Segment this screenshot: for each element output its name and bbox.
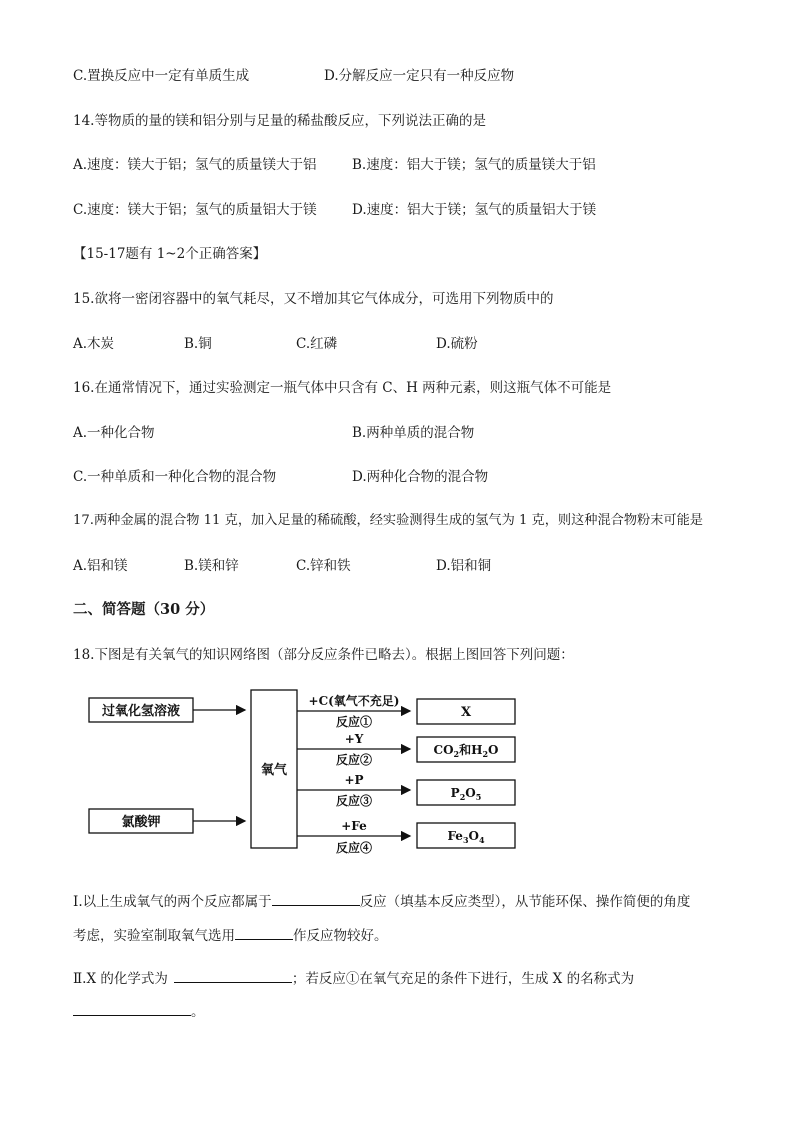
answer-blank-x-name[interactable] [73,1001,191,1016]
q14-option-c: C.速度：镁大于铝；氢气的质量铝大于镁 [73,202,317,218]
oxygen-label: 氧气 [260,763,288,778]
product-x-label: X [460,705,472,720]
q17-option-a: A.铝和镁 [73,558,128,574]
q18-part1-line1 [73,891,690,911]
answer-blank-reaction-type[interactable] [272,891,360,906]
reaction-3-reagent: +P [344,773,364,787]
q18-part1-text-b: 反应（填基本反应类型），从节能环保、操作简便的角度 [359,894,691,910]
product-p2o5-label: $P_2O_5$ [450,786,482,802]
reaction-2-reagent: +Y [344,732,364,746]
q15-option-a: A.木炭 [73,336,115,352]
q18-part2-line2 [73,1001,205,1021]
q18-part2-line1 [73,968,634,988]
q18-stem: 18.下图是有关氧气的知识网络图（部分反应条件已略去）。根据上图回答下列问题： [73,647,574,663]
q17-stem: 17.两种金属的混合物 11 克，加入足量的稀硫酸，经实验测得生成的氢气为 1 克，则这种混合物粉末可能是 [73,513,703,528]
multi-answer-note: 【15-17题有 1~2个正确答案】 [73,246,267,262]
q14-option-d: D.速度：铝大于镁；氢气的质量铝大于镁 [352,202,597,218]
q16-stem: 16.在通常情况下，通过实验测定一瓶气体中只含有 C、H 两种元素，则这瓶气体不可能是 [73,380,612,396]
q18-part1-line2 [73,925,388,945]
q13-option-d: D.分解反应一定只有一种反应物 [324,68,515,84]
q15-option-d: D.硫粉 [436,336,478,352]
q16-option-c: C.一种单质和一种化合物的混合物 [73,469,277,485]
reaction-1-reagent: +C(氧气不充足) [308,694,400,708]
section-heading: 二、简答题（30 分） [73,601,215,618]
q13-option-c: C.置换反应中一定有单质生成 [73,68,250,84]
q17-option-c: C.锌和铁 [296,558,351,574]
reaction-4-label: 反应④ [335,841,373,855]
hydrogen-peroxide-label: 过氧化氢溶液 [101,704,181,719]
q18-part2-text-b: ；若反应①在氧气充足的条件下进行，生成 X 的名称式为 [291,971,635,987]
product-co2-h2o-label: $CO_2$和$H_2O$ [433,743,499,759]
q14-option-b: B.速度：铝大于镁；氢气的质量镁大于铝 [352,157,596,173]
oxygen-network-diagram [73,686,535,872]
answer-blank-x-formula[interactable] [174,968,292,983]
q18-part2-text-a: Ⅱ.X 的化学式为 [73,971,168,987]
reaction-1-label: 反应① [335,715,373,729]
reaction-4-reagent: +Fe [341,819,367,833]
q14-option-a: A.速度：镁大于铝；氢气的质量镁大于铝 [73,157,317,173]
reaction-2-label: 反应② [335,753,373,767]
q18-part1-text-c: 考虑，实验室制取氧气选用 [73,928,235,944]
q16-option-b: B.两种单质的混合物 [352,425,475,441]
q18-part2-text-c: 。 [191,1004,205,1020]
potassium-chlorate-label: 氯酸钾 [121,815,161,830]
q17-option-d: D.铝和铜 [436,558,492,574]
reaction-3-label: 反应③ [335,794,373,808]
answer-blank-reactant[interactable] [235,925,293,940]
q15-stem: 15.欲将一密闭容器中的氧气耗尽，又不增加其它气体成分，可选用下列物质中的 [73,291,554,307]
q16-option-d: D.两种化合物的混合物 [352,469,489,485]
q16-option-a: A.一种化合物 [73,425,155,441]
q15-option-b: B.铜 [184,336,212,352]
q18-part1-text-d: 作反应物较好。 [293,928,388,944]
q18-part1-text-a: Ⅰ.以上生成氧气的两个反应都属于 [73,894,272,910]
product-fe3o4-label: $Fe_3O_4$ [447,829,485,845]
q17-option-b: B.镁和锌 [184,558,239,574]
q15-option-c: C.红磷 [296,336,338,352]
q14-stem: 14.等物质的量的镁和铝分别与足量的稀盐酸反应，下列说法正确的是 [73,113,486,129]
